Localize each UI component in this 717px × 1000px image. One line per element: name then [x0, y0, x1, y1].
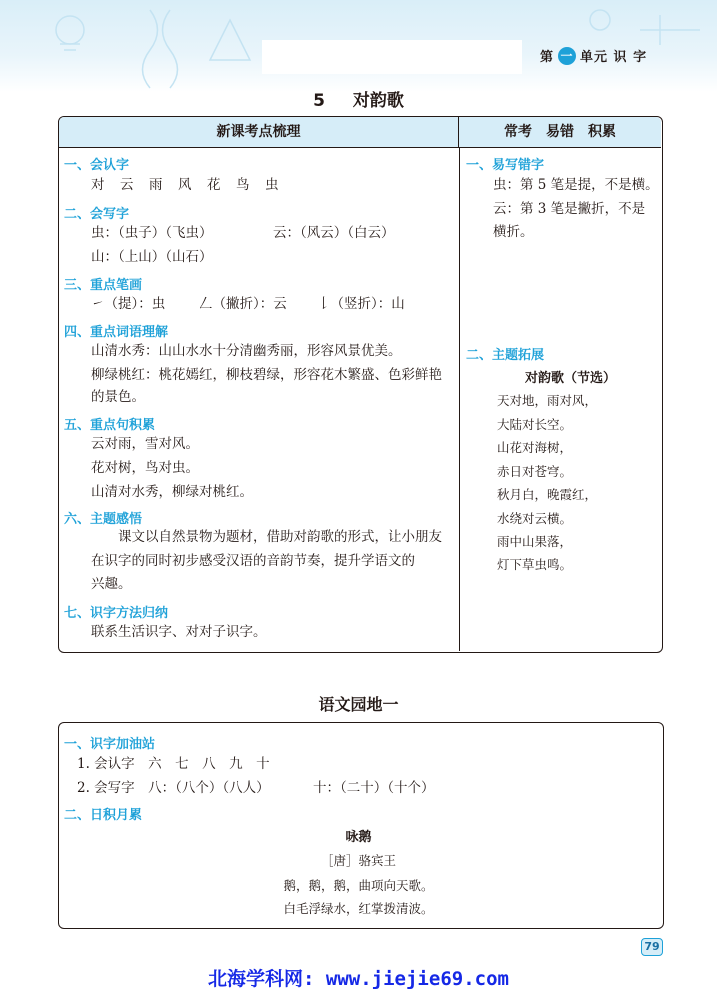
poem-line: 白毛浮绿水，红掌拨清波。 — [283, 901, 434, 916]
section-text: 横折。 — [493, 224, 534, 240]
section-title: 一、会认字 — [64, 158, 130, 173]
poem-line: 赤日对苍穹。 — [497, 464, 573, 479]
section-text: 云对雨，雪对风。 — [91, 436, 199, 452]
poem-line: 灯下草虫鸣。 — [497, 557, 573, 572]
column-divider — [459, 148, 460, 651]
poem-author: ［唐］骆宾王 — [320, 853, 396, 868]
section-text: ㇀（提）：虫 — [91, 296, 166, 312]
poem-line: 水绕对云横。 — [497, 511, 573, 526]
section-title: 二、会写字 — [64, 207, 130, 222]
lesson-summary-table — [58, 116, 663, 653]
poem-title: 咏鹅 — [345, 830, 372, 845]
poem-line: 大陆对长空。 — [497, 417, 573, 432]
section-text: 花对树，鸟对虫。 — [91, 460, 199, 476]
unit-suffix: 单元 识 字 — [580, 50, 648, 65]
section-text: 𠄌（竖折）：山 — [317, 296, 405, 312]
section-text: 云：第 3 笔是撇折，不是 — [493, 201, 646, 217]
section-text: 十：（二十）（十个） — [313, 780, 435, 796]
section-title: 四、重点词语理解 — [64, 325, 169, 340]
section-text: 柳绿桃红：桃花嫣红，柳枝碧绿，形容花木繁盛、色彩鲜艳 — [91, 367, 442, 383]
unit-label — [540, 46, 647, 65]
section-text: 虫：第 5 笔是提，不是横。 — [493, 177, 659, 193]
section-text: 兴趣。 — [91, 576, 132, 592]
header-tab — [262, 40, 522, 74]
section-title: 一、易写错字 — [466, 158, 545, 173]
section-text: 𠃋（撇折）：云 — [199, 296, 287, 312]
section-title: 七、识字方法归纳 — [64, 606, 169, 621]
section-text: 在识字的同时初步感受汉语的音韵节奏，提升学语文的 — [91, 553, 415, 569]
section-text: 联系生活识字、对对子识字。 — [91, 624, 267, 640]
section-text: 对 云 雨 风 花 鸟 虫 — [91, 177, 280, 193]
section-title: 二、日积月累 — [64, 808, 143, 823]
section-title: 二、主题拓展 — [466, 348, 545, 363]
poem-title: 对韵歌（节选） — [525, 371, 617, 386]
section-title: 六、主题感悟 — [64, 512, 143, 527]
poem-line: 雨中山果落， — [497, 534, 573, 549]
section-text: 山清水秀：山山水水十分清幽秀丽，形容风景优美。 — [91, 343, 402, 359]
section-text: 山：（上山）（山石） — [91, 249, 213, 265]
poem-line: 秋月白，晚霞红， — [497, 487, 598, 502]
section-title: 五、重点句积累 — [64, 418, 156, 433]
unit-prefix: 第 — [540, 50, 555, 65]
unit-number-badge: 一 — [558, 47, 576, 65]
section-text: 1. 会认字 六 七 八 九 十 — [77, 756, 270, 772]
section-text: 虫：（虫子）（飞虫） — [91, 225, 213, 241]
section-text: 2. 会写字 八：（八个）（八人） — [77, 780, 270, 796]
left-column-header: 新课考点梳理 — [59, 117, 459, 148]
section-text: 山清对水秀，柳绿对桃红。 — [91, 484, 253, 500]
section-title: 一、识字加油站 — [64, 737, 156, 752]
section-text: 云：（风云）（白云） — [273, 225, 395, 241]
poem-line: 山花对海树， — [497, 440, 573, 455]
lesson-name: 对韵歌 — [352, 91, 404, 111]
poem-line: 鹅，鹅，鹅，曲项向天歌。 — [283, 878, 434, 893]
right-column-header: 常考 易错 积累 — [459, 117, 661, 148]
poem-line: 天对地，雨对风， — [497, 393, 598, 408]
section-text: 课文以自然景物为题材，借助对韵歌的形式，让小朋友 — [118, 529, 442, 545]
footer-watermark[interactable]: 北海学科网: www.jiejie69.com — [208, 968, 509, 990]
section-text: 的景色。 — [91, 389, 145, 405]
section-heading: 语文园地一 — [318, 695, 399, 714]
lesson-number: 5 — [313, 91, 325, 111]
page-number: 79 — [641, 938, 663, 956]
lesson-title — [0, 86, 717, 111]
section-title: 三、重点笔画 — [64, 278, 143, 293]
